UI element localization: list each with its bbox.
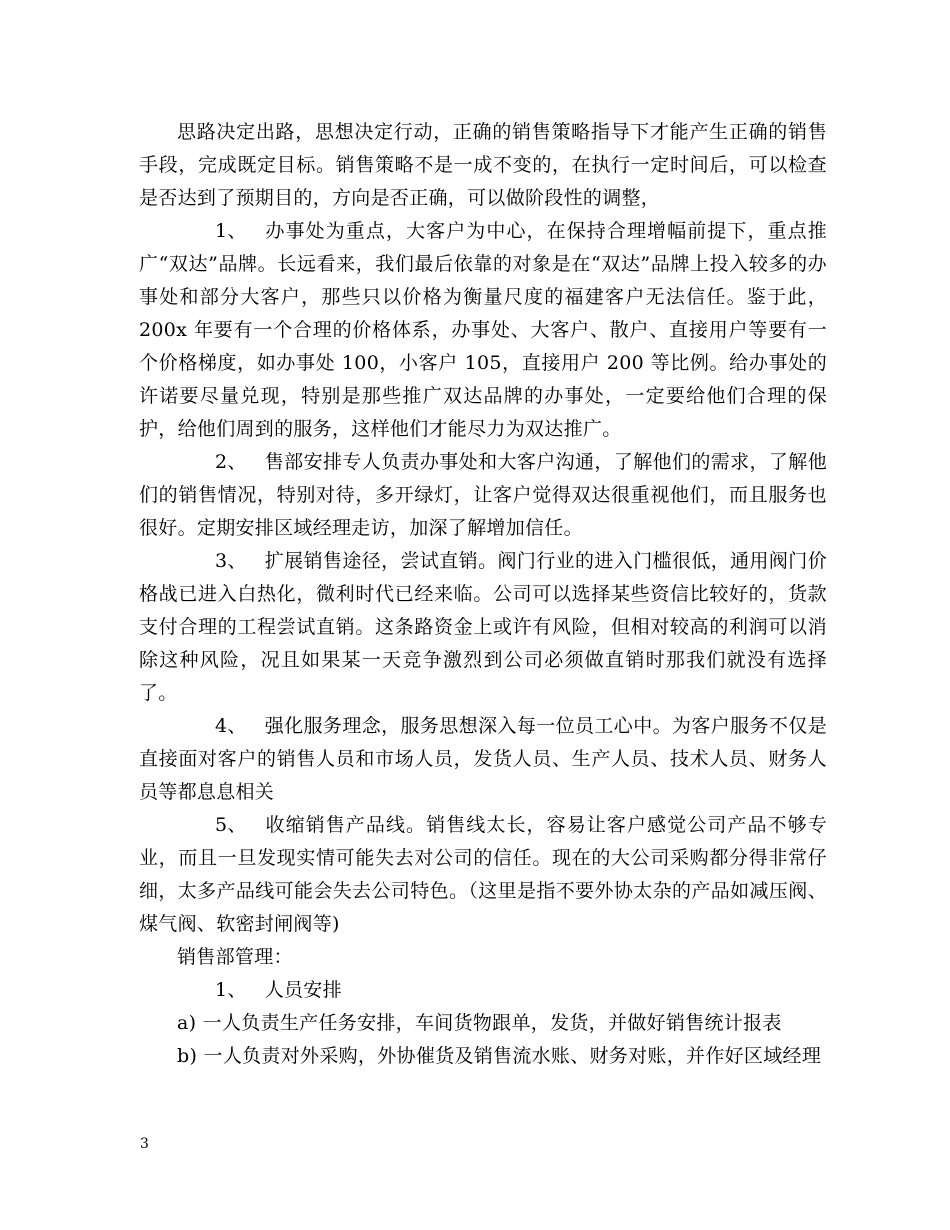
- paragraph-text: 强化服务理念，服务思想深入每一位员工心中。为客户服务不仅是直接面对客户的销售人员和市场人员，发货人员、生产人员、技术人员、财务人员等都息息相关: [139, 715, 827, 803]
- paragraph-text: 售部安排专人负责办事处和大客户沟通，了解他们的需求，了解他们的销售情况，特别对待，多开绿灯，让客户觉得双达很重视他们，而且服务也很好。定期安排区域经理走访，加深了解增加信任。: [139, 451, 827, 539]
- paragraph-text: a) 一人负责生产任务安排，车间货物跟单，发货，并做好销售统计报表: [177, 1012, 782, 1034]
- paragraph-text: 收缩销售产品线。销售线太长，容易让客户感觉公司产品不够专业，而且一旦发现实情可能失去对公司的信任。现在的大公司采购都分得非常仔细，太多产品线可能会失去公司特色。（这里是指不要外协太杂的产品如减压阀、煤气阀、软密封闸阀等): [139, 814, 827, 935]
- item-number: 3、: [215, 550, 247, 572]
- paragraph-text: 人员安排: [264, 979, 342, 1001]
- paragraph-item-2: [139, 446, 827, 545]
- paragraph-item-5: [139, 809, 827, 941]
- paragraph-intro: [139, 116, 827, 215]
- item-number: 2、: [215, 451, 247, 473]
- document-body: [139, 116, 827, 1073]
- paragraph-text: b) 一人负责对外采购，外协催货及销售流水账、财务对账，并作好区域经理: [177, 1045, 822, 1067]
- item-number: 1、: [215, 220, 247, 242]
- paragraph-staff-b: [139, 1040, 827, 1073]
- paragraph-text: 思路决定出路，思想决定行动，正确的销售策略指导下才能产生正确的销售手段，完成既定目标。销售策略不是一成不变的，在执行一定时间后，可以检查是否达到了预期目的，方向是否正确，可以做阶段性的调整，: [139, 121, 827, 209]
- section-heading-sales-management: [139, 941, 827, 974]
- paragraph-item-1: [139, 215, 827, 446]
- paragraph-text: 扩展销售途径，尝试直销。阀门行业的进入门槛很低，通用阀门价格战已进入白热化，微利时代已经来临。公司可以选择某些资信比较好的，货款支付合理的工程尝试直销。这条路资金上或许有风险，但相对较高的利润可以消除这种风险，况且如果某一天竞争激烈到公司必须做直销时那我们就没有选择了。: [139, 550, 827, 704]
- paragraph-item-4: [139, 710, 827, 809]
- paragraph-staffing: [139, 974, 827, 1007]
- page-number: 3: [140, 1136, 149, 1152]
- item-number: 4、: [215, 715, 247, 737]
- paragraph-text: 办事处为重点，大客户为中心，在保持合理增幅前提下，重点推广“双达”品牌。长远看来，我们最后依靠的对象是在“双达”品牌上投入较多的办事处和部分大客户，那些只以价格为衡量尺度的福建客户无法信任。鉴于此，200x 年要有一个合理的价格体系，办事处、大客户、散户、直接用户等要有一个价格梯度，如办事处 100，小客户 105，直接用户 200 等比例。给办事处的许诺要尽量兑现，特别是那些推广双达品牌的办事处，一定要给他们合理的保护，给他们周到的服务，这样他们才能尽力为双达推广。: [139, 220, 827, 440]
- paragraph-text: 销售部管理：: [177, 946, 293, 968]
- paragraph-item-3: [139, 545, 827, 710]
- item-number: 5、: [215, 814, 247, 836]
- paragraph-staff-a: [139, 1007, 827, 1040]
- item-number: 1、: [215, 979, 247, 1001]
